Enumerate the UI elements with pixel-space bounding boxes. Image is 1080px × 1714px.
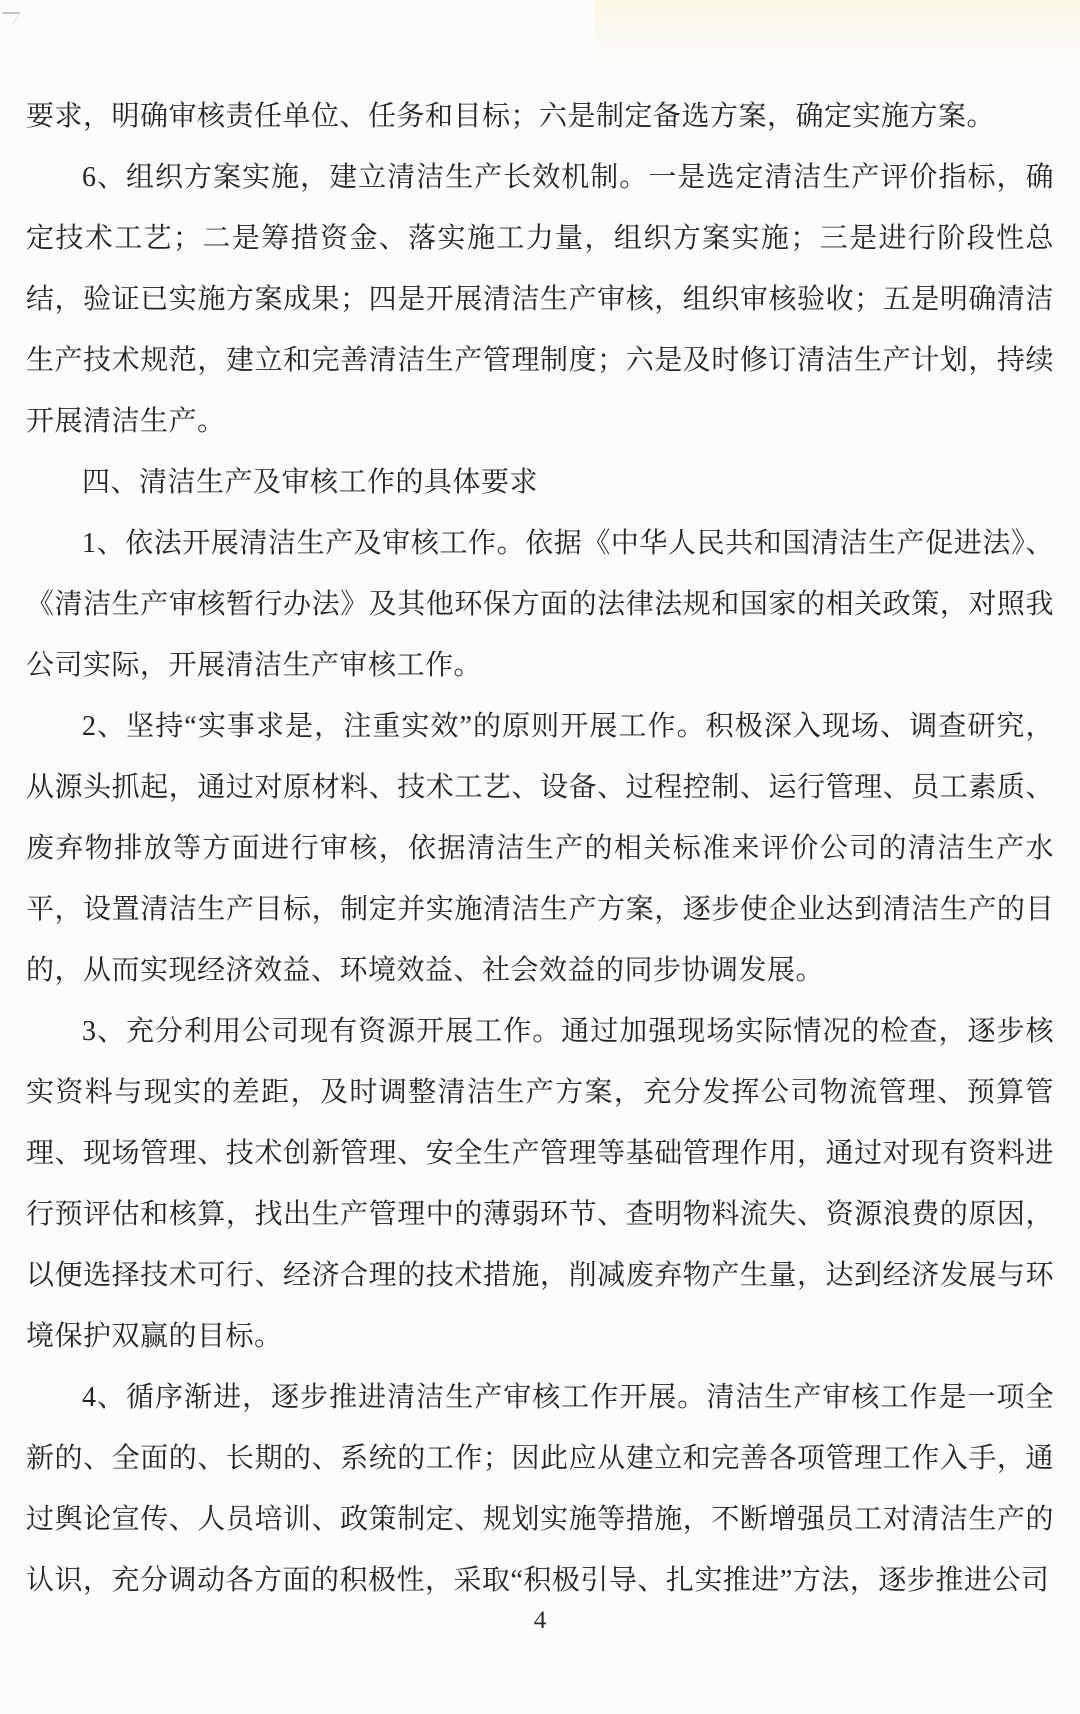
paragraph-item-4: 4、循序渐进，逐步推进清洁生产审核工作开展。清洁生产审核工作是一项全新的、全面的、长期的、系统的工作；因此应从建立和完善各项管理工作入手，通过舆论宣传、人员培训、政策制定、规划实施等措施，不断增强员工对清洁生产的认识，充分调动各方面的积极性，采取“积极引导、扎实推进”方法，逐步推进公司 xyxy=(26,1382,1054,1596)
scan-tint-artifact xyxy=(594,0,1080,70)
scan-corner-artifact xyxy=(0,12,20,24)
continuation-paragraph: 要求，明确审核责任单位、任务和目标；六是制定备选方案，确定实施方案。 xyxy=(26,101,996,132)
paragraph-item-1: 1、依法开展清洁生产及审核工作。依据《中华人民共和国清洁生产促进法》、《清洁生产审核暂行办法》及其他环保方面的法律法规和国家的相关政策，对照我公司实际，开展清洁生产审核工作。 xyxy=(26,528,1054,681)
page-footer xyxy=(0,1604,1080,1638)
paragraph-item-2: 2、坚持“实事求是，注重实效”的原则开展工作。积极深入现场、调查研究，从源头抓起，通过对原材料、技术工艺、设备、过程控制、运行管理、员工素质、废弃物排放等方面进行审核，依据清洁生产的相关标准来评价公司的清洁生产水平，设置清洁生产目标，制定并实施清洁生产方案，逐步使企业达到清洁生产的目的，从而实现经济效益、环境效益、社会效益的同步协调发展。 xyxy=(26,711,1054,986)
section-heading: 四、清洁生产及审核工作的具体要求 xyxy=(82,467,539,498)
document-body xyxy=(26,86,1054,1611)
paragraph-item-6: 6、组织方案实施，建立清洁生产长效机制。一是选定清洁生产评价指标，确定技术工艺；二是筹措资金、落实施工力量，组织方案实施；三是进行阶段性总结，验证已实施方案成果；四是开展清洁生产审核，组织审核验收；五是明确清洁生产技术规范，建立和完善清洁生产管理制度；六是及时修订清洁生产计划，持续开展清洁生产。 xyxy=(26,162,1054,437)
paragraph-item-3: 3、充分利用公司现有资源开展工作。通过加强现场实际情况的检查，逐步核实资料与现实的差距，及时调整清洁生产方案，充分发挥公司物流管理、预算管理、现场管理、技术创新管理、安全生产管理等基础管理作用，通过对现有资料进行预评估和核算，找出生产管理中的薄弱环节、查明物料流失、资源浪费的原因，以便选择技术可行、经济合理的技术措施，削减废弃物产生量，达到经济发展与环境保护双赢的目标。 xyxy=(26,1016,1054,1352)
page-number: 4 xyxy=(533,1607,547,1634)
